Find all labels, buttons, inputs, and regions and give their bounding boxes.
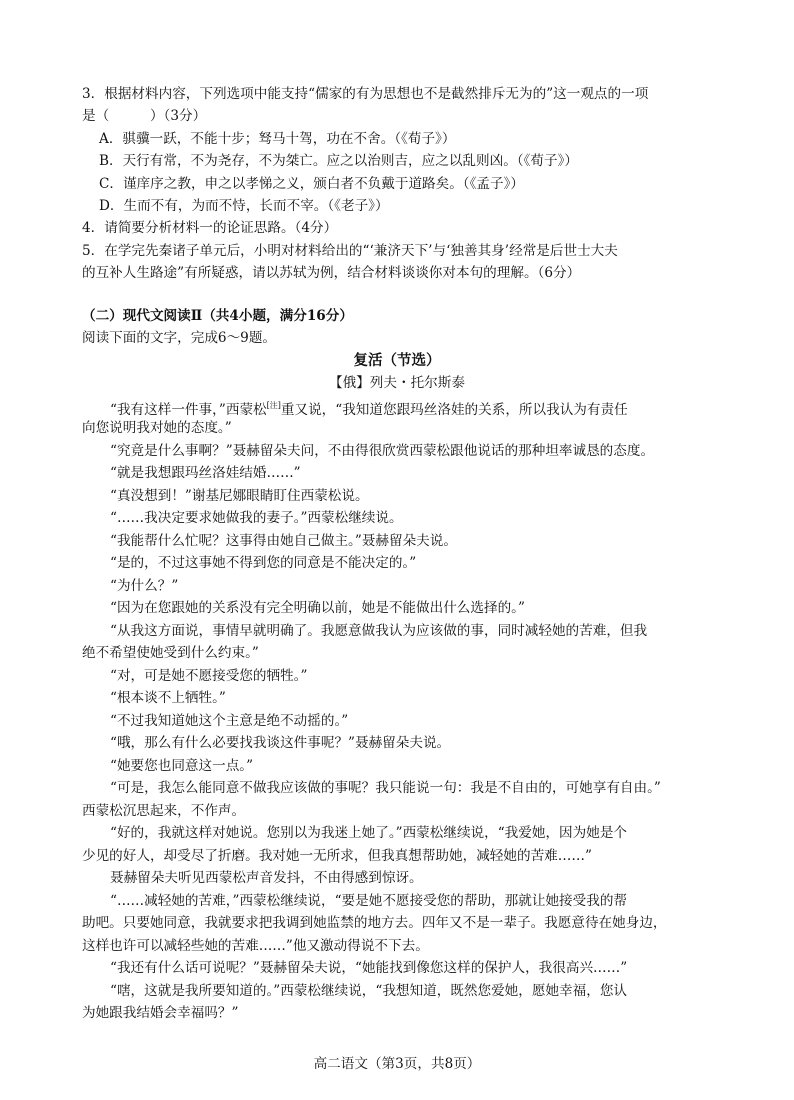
passage-line: 为她跟我结婚会幸福吗？” bbox=[82, 1005, 239, 1021]
passage-title: 复活（节选） bbox=[353, 352, 441, 369]
passage-line: “是的，不过这事她不得到您的同意是不能决定的。” bbox=[110, 555, 417, 571]
passage-line: “为什么？” bbox=[110, 578, 179, 594]
option-b: B．天行有常，不为尧存，不为桀亡。应之以治则吉，应之以乱则凶。（《荀子》） bbox=[99, 153, 578, 169]
passage-line: “就是我想跟玛丝洛娃结婚……” bbox=[110, 465, 301, 481]
option-c: C．谨庠序之教，申之以孝悌之义，颁白者不负戴于道路矣。（《孟子》） bbox=[99, 176, 524, 192]
passage-line: “根本谈不上牺牲。” bbox=[110, 690, 226, 706]
passage-line: 助吧。只要她同意，我就要求把我调到她监禁的地方去。四年又不是一辈子。我愿意待在她身边， bbox=[82, 915, 667, 931]
passage-line: “我还有什么话可说呢？”聂赫留朵夫说，“她能找到像您这样的保护人，我很高兴……” bbox=[110, 960, 628, 976]
passage-text: “我有这样一件事，”西蒙松 bbox=[110, 402, 267, 418]
passage-line: 向您说明我对她的态度。” bbox=[82, 420, 232, 436]
passage-line: “她要您也同意这一点。” bbox=[110, 758, 254, 774]
passage-line: “我能帮什么忙呢？这事得由她自己做主。”聂赫留朵夫说。 bbox=[110, 533, 457, 549]
page-footer: 高二语文（第3页，共8页） bbox=[313, 1056, 481, 1072]
passage-line: “可是，我怎么能同意不做我应该做的事呢？我只能说一句：我是不自由的，可她享有自由。” bbox=[110, 780, 661, 796]
passage-line: “不过我知道她这个主意是绝不动摇的。” bbox=[110, 713, 349, 729]
passage-line: “对，可是她不愿接受您的牺牲。” bbox=[110, 668, 308, 684]
question-4: 4．请简要分析材料一的论证思路。（4分） bbox=[82, 220, 338, 236]
option-d: D．生而不有，为而不恃，长而不宰。（《老子》） bbox=[99, 198, 389, 214]
question-5-line-1: 5．在学完先秦诸子单元后，小明对材料给出的“‘兼济天下’与‘独善其身’经常是后世士大夫 bbox=[82, 243, 618, 259]
question-3-line-1: 3．根据材料内容，下列选项中能支持“儒家的有为思想也不是截然排斥无为的”这一观点的一项 bbox=[82, 86, 649, 102]
passage-line: 绝不希望使她受到什么约束。” bbox=[82, 645, 259, 661]
passage-author: 【俄】列夫・托尔斯泰 bbox=[329, 375, 465, 391]
section-instruction: 阅读下面的文字，完成6～9题。 bbox=[82, 330, 277, 346]
passage-line: “嗐，这就是我所要知道的。”西蒙松继续说，“我想知道，既然您爱她，愿她幸福，您认 bbox=[110, 983, 628, 999]
passage-line: “究竟是什么事啊？”聂赫留朵夫问，不由得很欣赏西蒙松跟他说话的那种坦率诚恳的态度。 bbox=[110, 443, 655, 459]
passage-line: 聂赫留朵夫听见西蒙松声音发抖，不由得感到惊讶。 bbox=[110, 870, 423, 886]
passage-line: 西蒙松沉思起来，不作声。 bbox=[82, 803, 246, 819]
passage-text: 重又说，“我知道您跟玛丝洛娃的关系，所以我认为有责任 bbox=[280, 402, 628, 418]
passage-line: “……减轻她的苦难，”西蒙松继续说，“要是她不愿接受您的帮助，那就让她接受我的帮 bbox=[110, 893, 628, 909]
section-heading: （二）现代文阅读Ⅱ（共4小题，满分16分） bbox=[82, 308, 353, 324]
passage-line: 少见的好人，却受尽了折磨。我对她一无所求，但我真想帮助她，减轻她的苦难……” bbox=[82, 848, 592, 864]
question-3-line-2: 是（ ）（3分） bbox=[82, 108, 207, 124]
question-5-line-2: 的互补人生路途”有所疑惑，请以苏轼为例，结合材料谈谈你对本句的理解。（6分） bbox=[82, 265, 581, 281]
option-a: A．骐骥一跃，不能十步；驽马十驾，功在不舍。（《荀子》） bbox=[99, 131, 456, 147]
passage-line: “真没想到！”谢基尼娜眼睛盯住西蒙松说。 bbox=[110, 488, 369, 504]
footnote-marker: [注] bbox=[266, 401, 281, 410]
passage-line: 这样也许可以减轻些她的苦难……”他又激动得说不下去。 bbox=[82, 938, 429, 954]
passage-line: “从我这方面说，事情早就明确了。我愿意做我认为应该做的事，同时减轻她的苦难，但我 bbox=[110, 623, 648, 639]
passage-line: “好的，我就这样对她说。您别以为我迷上她了。”西蒙松继续说，“我爱她，因为她是个 bbox=[110, 825, 628, 841]
passage-line: “……我决定要求她做我的妻子。”西蒙松继续说。 bbox=[110, 510, 403, 526]
passage-paragraph-1 bbox=[110, 396, 628, 420]
passage-line: “哦，那么有什么必要找我谈这件事呢？”聂赫留朵夫说。 bbox=[110, 735, 451, 751]
passage-line: “因为在您跟她的关系没有完全明确以前，她是不能做出什么选择的。” bbox=[110, 600, 525, 616]
